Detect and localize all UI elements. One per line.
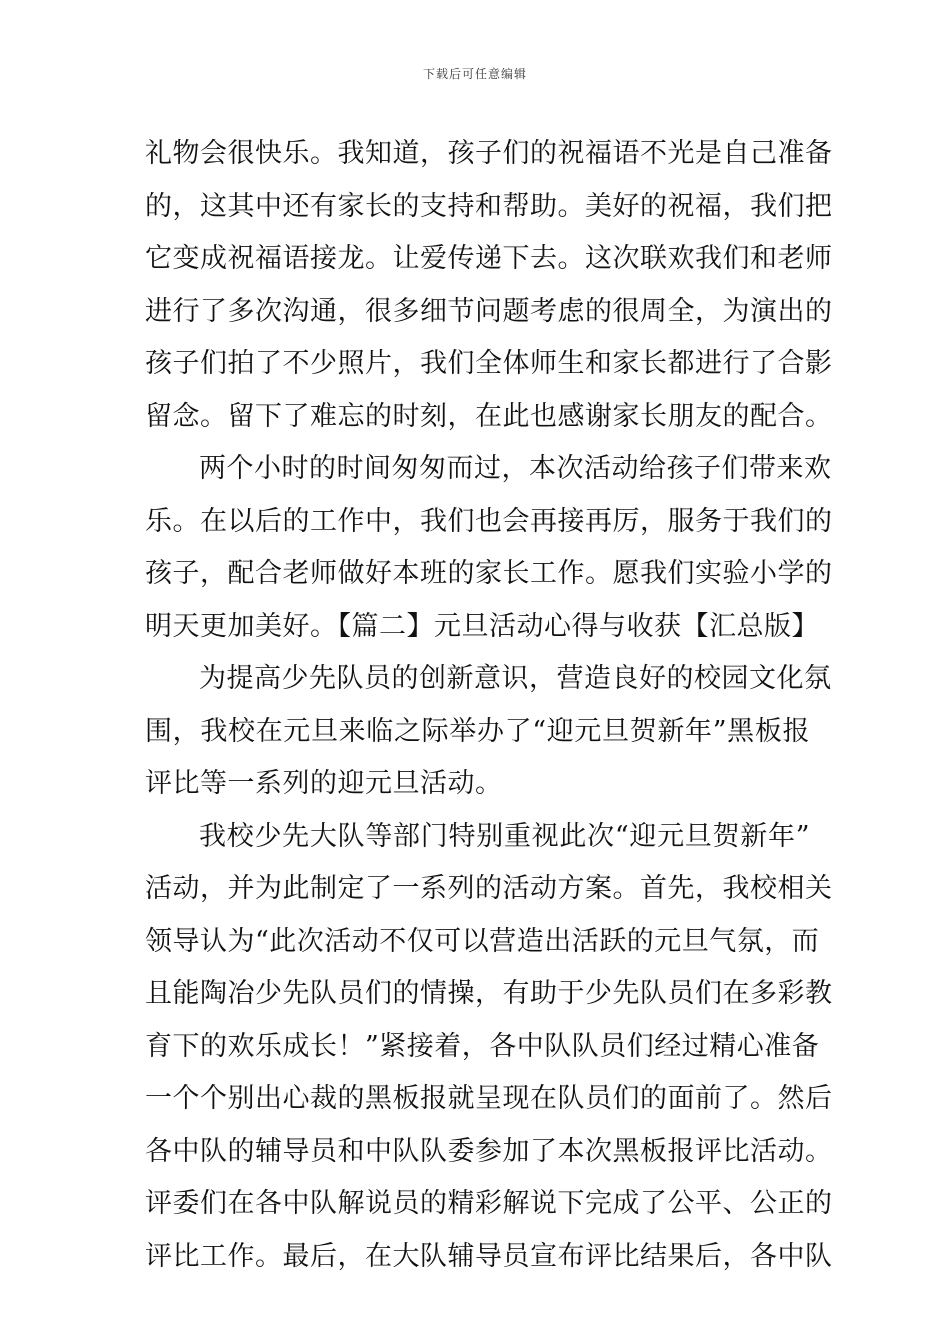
text-line: 礼物会很快乐。我知道，孩子们的祝福语不光是自己准备: [145, 138, 833, 169]
page-header: 下载后可任意编辑: [422, 67, 527, 81]
text-line: 孩子们拍了不少照片，我们全体师生和家长都进行了合影: [145, 348, 833, 379]
text-line: 评比等一系列的迎元旦活动。: [145, 768, 503, 799]
text-line: 它变成祝福语接龙。让爱传递下去。这次联欢我们和老师: [145, 243, 833, 274]
text-line: 我校少先大队等部门特别重视此次“迎元旦贺新年”: [199, 820, 810, 852]
text-line: 育下的欢乐成长！”紧接着，各中队队员们经过精心准备: [145, 1030, 820, 1062]
text-line: 孩子，配合老师做好本班的家长工作。愿我们实验小学的: [145, 558, 833, 589]
text-line: 两个小时的时间匆匆而过，本次活动给孩子们带来欢: [199, 453, 832, 484]
text-line: 评比工作。最后，在大队辅导员宣布评比结果后，各中队: [145, 1240, 833, 1272]
text-line: 的，这其中还有家长的支持和帮助。美好的祝福，我们把: [145, 190, 833, 222]
text-line: 领导认为“此次活动不仅可以营造出活跃的元旦气氛，而: [145, 925, 820, 957]
text-line: 且能陶冶少先队员们的情操，有助于少先队员们在多彩教: [145, 978, 833, 1009]
text-line: 进行了多次沟通，很多细节问题考虑的很周全，为演出的: [145, 295, 833, 327]
text-line: 为提高少先队员的创新意识，营造良好的校园文化氛: [199, 663, 832, 694]
text-line: 乐。在以后的工作中，我们也会再接再厉，服务于我们的: [145, 505, 833, 537]
text-line: 一个个别出心裁的黑板报就呈现在队员们的面前了。然后: [145, 1083, 833, 1114]
text-line: 留念。留下了难忘的时刻，在此也感谢家长朋友的配合。: [145, 400, 833, 432]
text-line: 明天更加美好。【篇二】元旦活动心得与收获【汇总版】: [145, 610, 819, 642]
body-text: [145, 128, 833, 1283]
text-line: 活动，并为此制定了一系列的活动方案。首先，我校相关: [145, 873, 833, 904]
text-line: 各中队的辅导员和中队队委参加了本次黑板报评比活动。: [145, 1135, 833, 1167]
text-line: 围，我校在元旦来临之际举办了“迎元旦贺新年”黑板报: [145, 715, 810, 747]
text-line: 评委们在各中队解说员的精彩解说下完成了公平、公正的: [145, 1188, 833, 1219]
